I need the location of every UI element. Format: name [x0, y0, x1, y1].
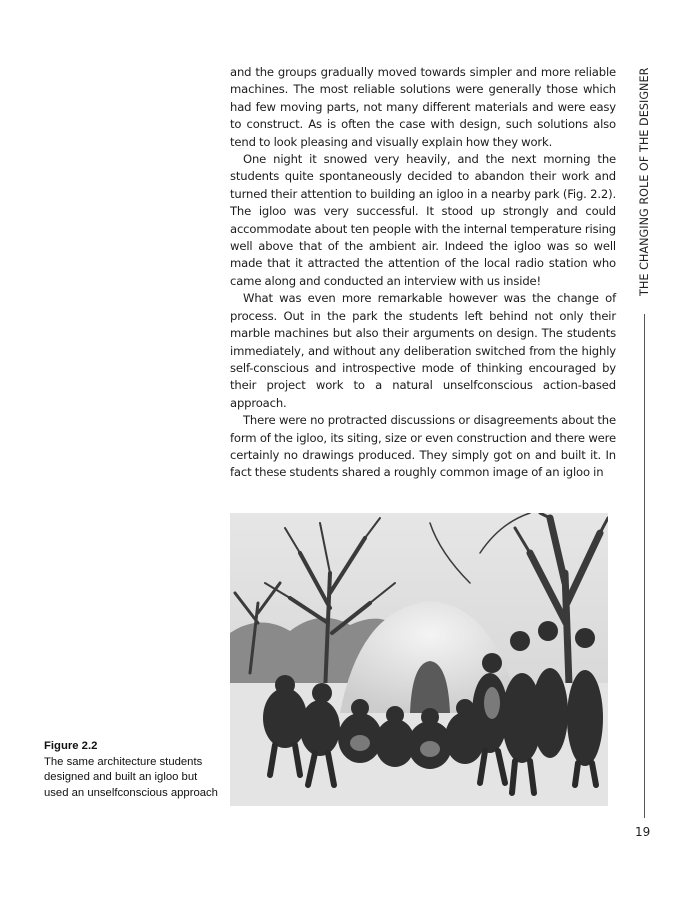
figure-caption-text: The same architecture students designed and built an igloo but used an unselfconscious approach: [44, 755, 218, 799]
page-number: 19: [635, 825, 651, 839]
igloo-photo: [230, 513, 608, 806]
figure-caption: [44, 739, 224, 801]
paragraph-4: There were no protracted discussions or disagreements about the form of the igloo, its siting, size or even construction and there were certainly no drawings produced. They simply got on and built it. In fact these students shared a roughly common image of an igloo in: [230, 413, 616, 480]
paragraph-1: and the groups gradually moved towards simpler and more reliable machines. The most reliable solutions were generally those which had few moving parts, not many different materials and were easy to construct. As is often the case with design, such solutions also tend to look pleasing and visually explain how they work.: [230, 65, 616, 149]
running-head: THE CHANGING ROLE OF THE DESIGNER: [638, 67, 651, 296]
running-head-rule: [644, 314, 645, 818]
paragraph-2: One night it snowed very heavily, and the next morning the students quite spontaneously decided to abandon their work and turned their attention to building an igloo in a nearby park (Fig. 2.2). The igloo was very successful. It stood up strongly and could accommodate about ten people with the internal temperature rising well above that of the ambient air. Indeed the igloo was so well made that it attracted the attention of the local radio station who came along and conducted an interview with us inside!: [230, 152, 616, 288]
paragraph-3: What was even more remarkable however was the change of process. Out in the park the students left behind not only their marble machines but also their arguments on design. The students immediately, and without any deliberation switched from the highly self-conscious and introspective mode of thinking encouraged by their project work to a natural unselfconscious action-based approach.: [230, 291, 616, 410]
figure-label: Figure 2.2: [44, 740, 98, 752]
body-text: [230, 64, 616, 482]
